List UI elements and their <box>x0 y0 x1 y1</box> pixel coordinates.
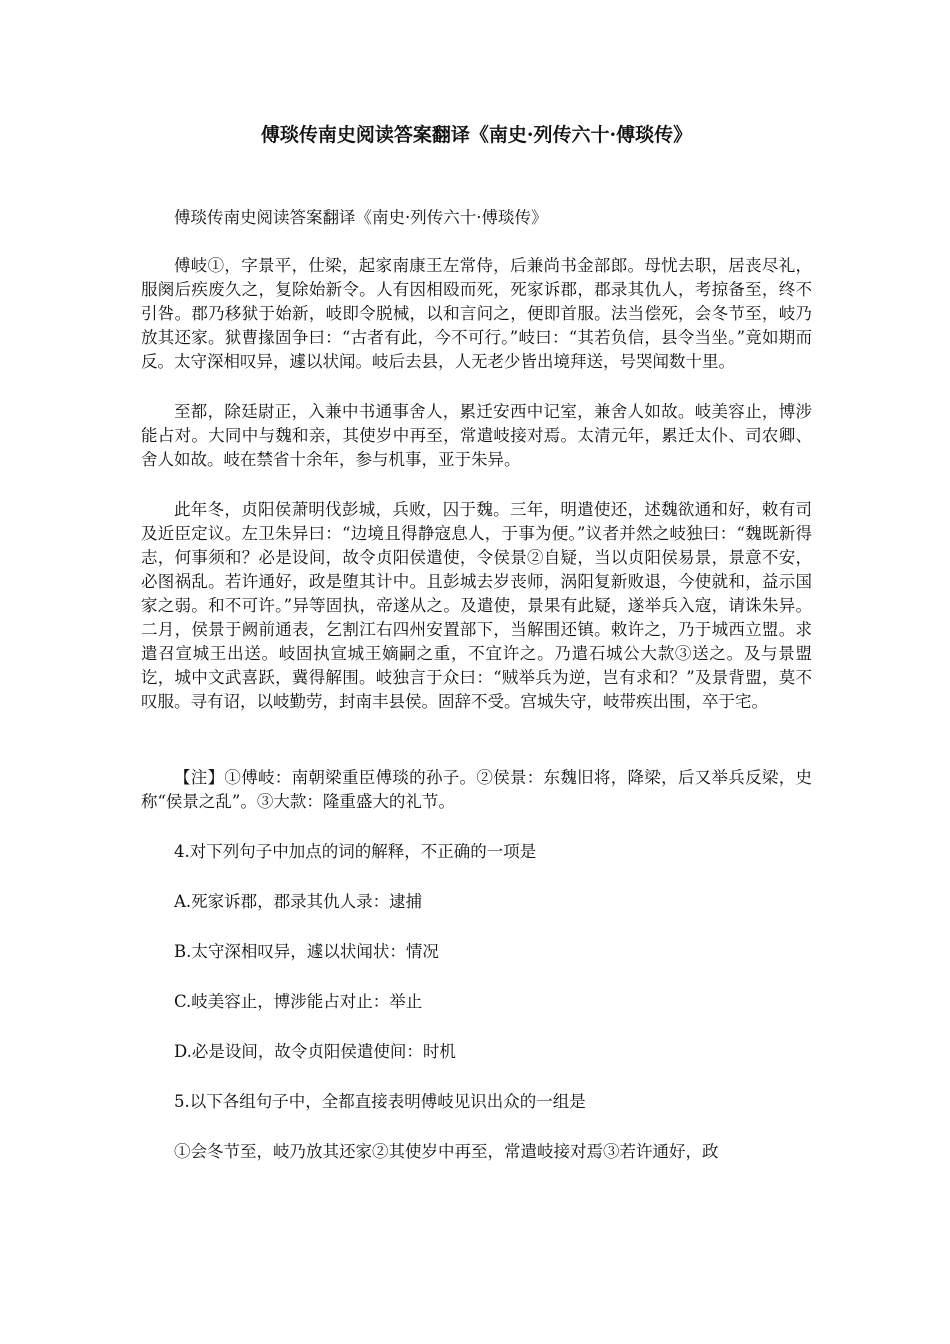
body-paragraph-2: 至都，除廷尉正，入兼中书通事舍人，累迁安西中记室，兼舍人如故。岐美容止，博涉能占对。大同中与魏和亲，其使岁中再至，常遣岐接对焉。太清元年，累迁太仆、司农卿、舍人如故。岐在禁省十余年，参与机事，亚于朱异。 <box>141 402 812 469</box>
body-paragraph-3: 此年冬，贞阳侯萧明伐彭城，兵败，囚于魏。三年，明遣使还，述魏欲通和好，敕有司及近臣定议。左卫朱异曰：“边境且得静寇息人，于事为便。”议者并然之岐独曰：“魏既新得志，何事须和？必是设间，故令贞阳侯遣使，令侯景②自疑，当以贞阳侯易景，景意不安，必图祸乱。若许通好，政是堕其计中。且彭城去岁丧师，涡阳复新败退，今使就和，益示国家之弱。和不可许。”异等固执，帝遂从之。及遣使，景果有此疑，遂举兵入寇，请诛朱异。二月，侯景于阙前通表，乞割江右四州安置部下，当解围还镇。敕许之，乃于城西立盟。求遣召宣城王出送。岐固执宣城王嫡嗣之重，不宜许之。乃遣石城公大款③送之。及与景盟讫，城中文武喜跃，冀得解围。岐独言于众曰：“贼举兵为逆，岂有求和？”及景背盟，莫不叹服。寻有诏，以岐勤劳，封南丰县侯。固辞不受。宫城失守，岐带疾出围，卒于宅。 <box>141 500 812 711</box>
question-4-stem: 4.对下列句子中加点的词的解释，不正确的一项是 <box>174 842 537 861</box>
body-paragraph-1: 傅岐①，字景平，仕梁，起家南康王左常侍，后兼尚书金部郎。母忧去职，居丧尽礼，服阕后疾废久之，复除始新令。人有因相殴而死，死家诉郡，郡录其仇人，考掠备至，终不引咎。郡乃移狱于始新，岐即令脱械，以和言问之，便即首服。法当偿死，会冬节至，岐乃放其还家。狱曹掾固争曰：“古者有此，今不可行。”岐曰：“其若负信，县令当坐。”竟如期而反。太守深相叹异，遽以状闻。岐后去县，人无老少皆出境拜送，号哭闻数十里。 <box>141 256 812 371</box>
document-title: 傅琰传南史阅读答案翻译《南史·列传六十·傅琰传》 <box>260 124 693 146</box>
question-4-option-a: A.死家诉郡，郡录其仇人录：逮捕 <box>174 892 423 911</box>
document-subtitle: 傅琰传南史阅读答案翻译《南史·列传六十·傅琰传》 <box>174 208 548 227</box>
footnote: 【注】①傅岐：南朝梁重臣傅琰的孙子。②侯景：东魏旧将，降梁，后又举兵反梁，史称“侯景之乱”。③大款：隆重盛大的礼节。 <box>141 768 812 811</box>
question-4-option-d: D.必是设间，故令贞阳侯遣使间：时机 <box>174 1042 456 1061</box>
question-5-stem: 5.以下各组句子中，全都直接表明傅岐见识出众的一组是 <box>174 1092 586 1111</box>
question-5-options-line: ①会冬节至，岐乃放其还家②其使岁中再至，常遣岐接对焉③若许通好，政 <box>174 1142 719 1161</box>
question-4-option-c: C.岐美容止，博涉能占对止：举止 <box>174 992 423 1011</box>
question-4-option-b: B.太守深相叹异，遽以状闻状：情况 <box>174 942 439 961</box>
